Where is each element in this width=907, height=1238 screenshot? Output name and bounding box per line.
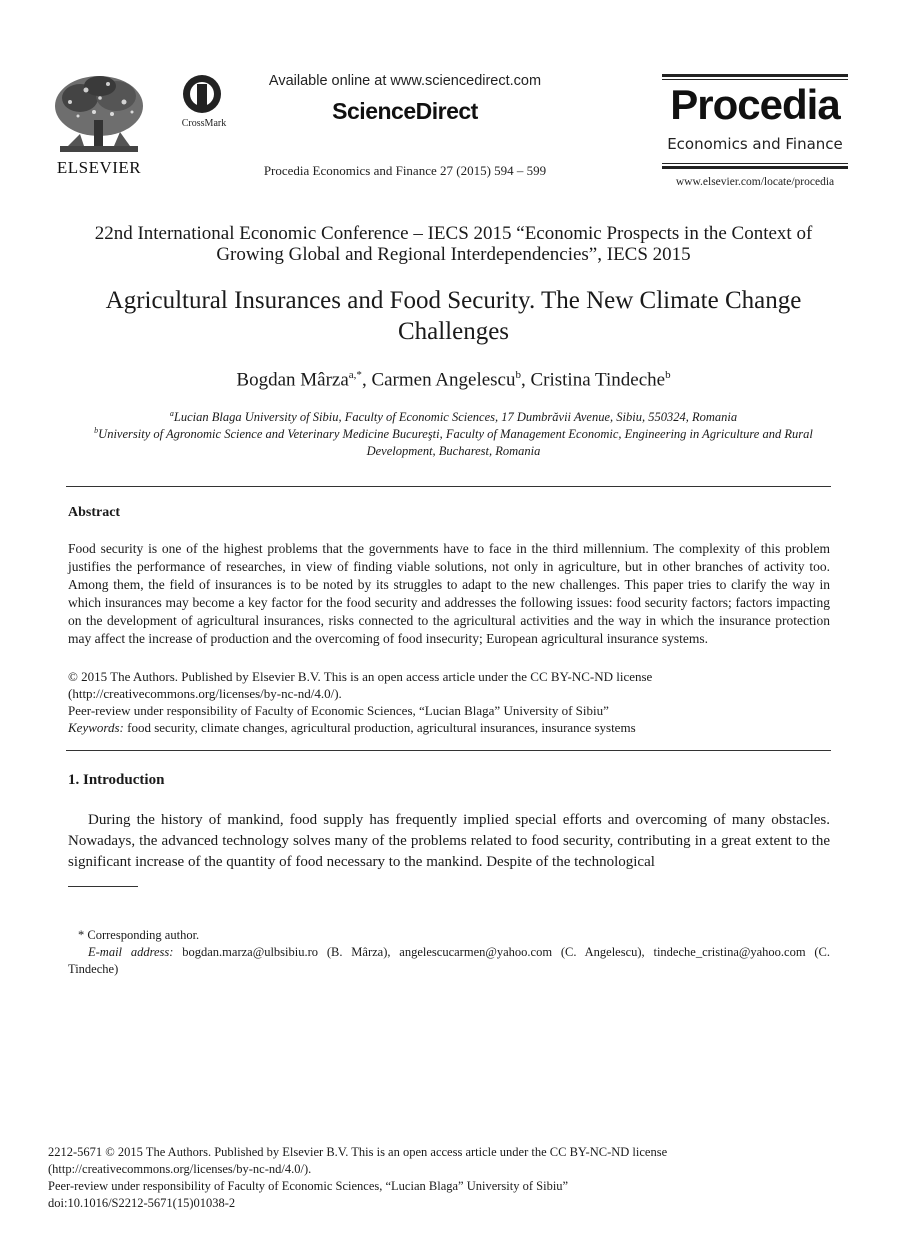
- affiliation-b: [60, 422, 847, 460]
- author-list: [60, 369, 847, 391]
- keywords-text: food security, climate changes, agricultural production, agricultural insurances, insurance systems: [127, 720, 636, 735]
- procedia-logo: [662, 74, 848, 194]
- journal-reference: Procedia Economics and Finance 27 (2015) 594 – 599: [263, 163, 547, 178]
- elsevier-tree-icon: [50, 72, 148, 156]
- available-online-text: Available online at www.sciencedirect.com: [268, 73, 542, 89]
- peer-review-line: Peer-review under responsibility of Faculty of Economic Sciences, “Lucian Blaga” University of Sibiu”: [68, 703, 609, 718]
- crossmark-label: CrossMark: [181, 118, 227, 129]
- crossmark-icon: [182, 74, 222, 114]
- procedia-title: Procedia: [670, 81, 840, 128]
- corresponding-author-note: * Corresponding author.: [78, 928, 200, 942]
- procedia-bottom-rule: [662, 166, 848, 169]
- author-affiliation-mark: a,*: [348, 369, 362, 381]
- author-name: Bogdan Mârza: [236, 369, 349, 391]
- copyright-line: © 2015 The Authors. Published by Elsevier B.V. This is an open access article under the CC BY-NC-ND license: [68, 669, 653, 684]
- procedia-top-rule-thin: [662, 79, 848, 80]
- abstract-heading: Abstract: [68, 505, 121, 520]
- bottom-license-link[interactable]: (http://creativecommons.org/licenses/by-nc-nd/4.0/).: [48, 1162, 312, 1176]
- author-name: Carmen Angelescu: [371, 369, 516, 391]
- issn-copyright-line: 2212-5671 © 2015 The Authors. Published by Elsevier B.V. This is an open access article under the CC BY-NC-ND license: [48, 1145, 668, 1159]
- affiliation-mark: b: [94, 426, 99, 435]
- affiliation-text: University of Agronomic Science and Veterinary Medicine Bucureşti, Faculty of Management Economic, Engineering in Agriculture and Rural Development, Bucharest, Romania: [98, 427, 813, 459]
- author-affiliation-mark: b: [515, 369, 521, 381]
- sciencedirect-logo[interactable]: ScienceDirect: [332, 98, 478, 124]
- introduction-body: During the history of mankind, food supply has frequently implied special efforts and overcoming of many obstacles. Nowadays, the advanced technology solves many of the problems related to food security, contributing in a great extent to the significant increase of the quantity of food necessary to the mankind. Despite of the technological: [68, 812, 830, 870]
- affiliation-text: Lucian Blaga University of Sibiu, Faculty of Economic Sciences, 17 Dumbrăvii Avenue, Sibiu, 550324, Romania: [173, 410, 738, 425]
- email-label: E-mail address:: [88, 945, 174, 959]
- procedia-subtitle: Economics and Finance: [667, 135, 843, 153]
- procedia-bottom-rule-thin: [662, 163, 848, 164]
- crossmark-badge[interactable]: [176, 74, 232, 134]
- elsevier-wordmark: ELSEVIER: [56, 158, 142, 177]
- procedia-top-rule: [662, 74, 848, 77]
- divider-bottom: [66, 750, 831, 751]
- paper-title: Agricultural Insurances and Food Security. The New Climate Change Challenges: [105, 287, 802, 345]
- email-note: [68, 944, 830, 978]
- author-name: Cristina Tindeche: [530, 369, 666, 391]
- author-separator: ,: [361, 369, 372, 391]
- author-separator: ,: [520, 369, 531, 391]
- email-addresses: bogdan.marza@ulbsibiu.ro (B. Mârza), angelescucarmen@yahoo.com (C. Angelescu), tindeche_cristina@yahoo.com (C. Tindeche): [68, 945, 831, 976]
- section-heading-introduction: 1. Introduction: [68, 772, 165, 788]
- affiliation-mark: a: [169, 409, 174, 418]
- bottom-peer-review-line: Peer-review under responsibility of Faculty of Economic Sciences, “Lucian Blaga” University of Sibiu”: [48, 1179, 569, 1193]
- divider-top: [66, 486, 831, 487]
- keywords-label: Keywords:: [68, 720, 124, 735]
- license-link[interactable]: (http://creativecommons.org/licenses/by-nc-nd/4.0/).: [68, 686, 342, 701]
- author-affiliation-mark: b: [665, 369, 671, 381]
- conference-name: 22nd International Economic Conference – IECS 2015 “Economic Prospects in the Context of Growing Global and Regional Interdependencies”, IECS 2015: [94, 223, 813, 265]
- procedia-url[interactable]: www.elsevier.com/locate/procedia: [675, 176, 835, 188]
- footnote-rule: [68, 886, 138, 887]
- abstract-body: Food security is one of the highest problems that the governments have to face in the third millennium. The complexity of this problem justifies the performance of researches, in view of finding viable solutions, not only in agriculture, but in other branches of activity too. Among them, the field of insurances is to be noted by its struggles to adapt to the new challenges. This paper tries to clarify the way in which insurances may become a key factor for the food security and addresses the following issues: food security factors; factors impacting on the development of agricultural insurances, risks connected to the agricultural activities and the way in which the insurance protection may affect the increase of production and the overcoming of food insecurity; European agricultural insurance systems.: [68, 541, 830, 646]
- keywords-line: [68, 719, 830, 736]
- doi-line[interactable]: doi:10.1016/S2212-5671(15)01038-2: [48, 1196, 236, 1210]
- elsevier-logo: [50, 72, 148, 180]
